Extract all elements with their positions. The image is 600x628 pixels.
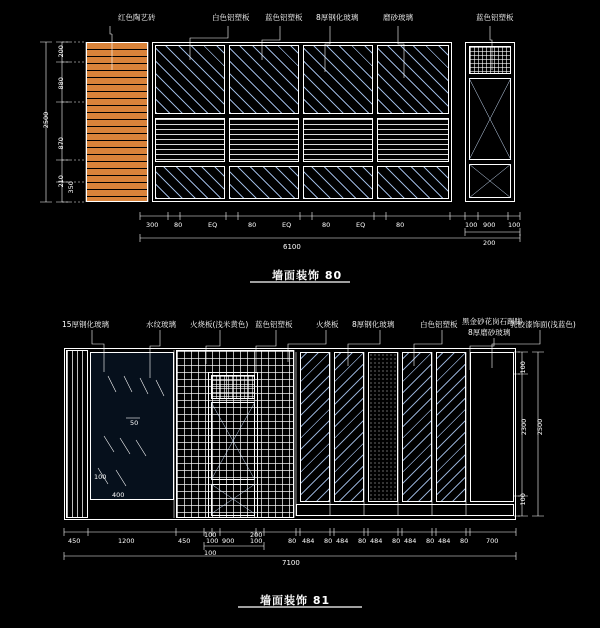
latex-paint-wall — [470, 352, 514, 502]
glass-panel-2 — [229, 45, 299, 114]
callout-flamed-stone: 火烧板 — [316, 320, 339, 329]
callout-8mm-frosted-glass: 8厚磨砂玻璃 — [468, 328, 511, 337]
glass-lower-1 — [155, 166, 225, 199]
note-400: 400 — [112, 491, 125, 499]
glass-panel-3 — [303, 45, 373, 114]
callout-black-granite-skirting: 黑金砂花岗石踢脚 — [462, 317, 522, 326]
dim-top-h-300: 300 — [146, 221, 159, 229]
granite-skirting — [296, 504, 514, 516]
glass-panel-1 — [155, 45, 225, 114]
louver-panel-3 — [303, 118, 373, 162]
callout-blue-aluminum-panel-top: 蓝色铝塑板 — [265, 13, 303, 22]
dim-top-h-80c: 80 — [322, 221, 331, 229]
callout-8mm-tempered-glass-bottom: 8厚钢化玻璃 — [352, 320, 395, 329]
dim-top-h-100b: 100 — [508, 221, 521, 229]
callout-8mm-tempered-glass-top: 8厚钢化玻璃 — [316, 13, 359, 22]
glass-bay-1 — [300, 352, 330, 502]
dim-bot-h-100a: 100 — [204, 531, 217, 539]
glass-bay-5 — [436, 352, 466, 502]
callout-latex-paint-light-blue: 乳胶漆饰面(浅蓝色) — [510, 320, 576, 329]
dim-bot-h-900: 900 — [222, 537, 235, 545]
callout-blue-aluminum-panel-bottom: 蓝色铝塑板 — [255, 320, 293, 329]
dim-bot-sub-100: 100 — [204, 549, 217, 557]
dim-top-870: 870 — [56, 137, 65, 150]
callout-blue-aluminum-panel-door: 蓝色铝塑板 — [476, 13, 514, 22]
dim-bot-2300: 2300 — [519, 418, 528, 436]
callout-red-ceramic-brick: 红色陶艺砖 — [118, 13, 156, 22]
door-leaf-top — [469, 78, 511, 160]
glass-bay-4 — [402, 352, 432, 502]
glass-lower-2 — [229, 166, 299, 199]
dim-bot-h-80b: 80 — [324, 537, 333, 545]
dim-bot-h-80e: 80 — [426, 537, 435, 545]
dim-bot-h-100c: 100 — [250, 537, 263, 545]
note-100: 100 — [94, 473, 107, 481]
louver-panel-2 — [229, 118, 299, 162]
door-leaf-bottom — [211, 402, 255, 480]
dim-top-200: 200 — [56, 45, 65, 58]
callout-flamed-stone-beige: 火烧板(浅米黄色) — [190, 320, 249, 329]
callout-frosted-glass-top: 磨砂玻璃 — [383, 13, 413, 22]
dim-top-sub-200: 200 — [483, 239, 496, 247]
door-base-panel-bottom — [211, 484, 255, 516]
dim-bot-h-100b: 100 — [206, 537, 219, 545]
dim-bot-sub-200: 200 — [250, 531, 263, 539]
glass-lower-4 — [377, 166, 449, 199]
louver-panel-1 — [155, 118, 225, 162]
dim-top-h-80b: 80 — [248, 221, 257, 229]
dim-bot-h-484e: 484 — [438, 537, 451, 545]
dim-bot-h-484b: 484 — [336, 537, 349, 545]
door-transom-grille — [469, 46, 511, 74]
door-transom-grille-bottom — [211, 375, 255, 399]
dim-top-210: 210 — [56, 175, 65, 188]
dim-bot-h-450a: 450 — [68, 537, 81, 545]
callout-15mm-tempered-glass: 15厚钢化玻璃 — [62, 320, 110, 329]
callout-white-aluminum-panel-top: 白色铝塑板 — [212, 13, 250, 22]
dim-top-h-80d: 80 — [396, 221, 405, 229]
dim-top-h-eq3: EQ — [356, 221, 366, 229]
louver-panel-4 — [377, 118, 449, 162]
dim-bot-total-7100: 7100 — [282, 559, 300, 567]
frosted-bay-3 — [368, 352, 398, 502]
brick-wall-elevation — [86, 42, 148, 202]
glass-panel-4 — [377, 45, 449, 114]
left-vertical-banding — [66, 350, 88, 518]
panel-bottom-title: 墙面装饰 81 — [260, 594, 331, 607]
dim-bot-h-80d: 80 — [392, 537, 401, 545]
dim-bot-h-80f: 80 — [460, 537, 469, 545]
dim-bot-2500: 2500 — [535, 418, 544, 436]
note-50: 50 — [130, 419, 139, 427]
dim-top-total-6100: 6100 — [283, 243, 301, 251]
door-base-panel — [469, 164, 511, 198]
dim-top-h-900: 900 — [483, 221, 496, 229]
glass-bay-2 — [334, 352, 364, 502]
dim-bot-h-80a: 80 — [288, 537, 297, 545]
callout-water-pattern-glass: 水纹玻璃 — [146, 320, 176, 329]
callout-white-aluminum-panel-bottom: 白色铝塑板 — [420, 320, 458, 329]
dim-top-h-80a: 80 — [174, 221, 183, 229]
dim-top-2500: 2500 — [41, 111, 50, 129]
dim-top-h-eq2: EQ — [282, 221, 292, 229]
dim-bot-h-484c: 484 — [370, 537, 383, 545]
dim-bot-h-1200: 1200 — [118, 537, 135, 545]
dim-bot-h-484d: 484 — [404, 537, 417, 545]
dim-bot-h-700: 700 — [486, 537, 499, 545]
dim-bot-h-484a: 484 — [302, 537, 315, 545]
glass-lower-3 — [303, 166, 373, 199]
dim-top-h-eq1: EQ — [208, 221, 218, 229]
dim-top-h-100a: 100 — [465, 221, 478, 229]
dim-top-350: 350 — [66, 181, 75, 194]
dim-bot-100-base: 100 — [518, 493, 527, 506]
dim-bot-100-top: 100 — [518, 361, 527, 374]
dim-top-880: 880 — [56, 77, 65, 90]
dim-bot-h-80c: 80 — [358, 537, 367, 545]
dim-bot-h-450b: 450 — [178, 537, 191, 545]
panel-top-title: 墙面装饰 80 — [272, 269, 343, 282]
